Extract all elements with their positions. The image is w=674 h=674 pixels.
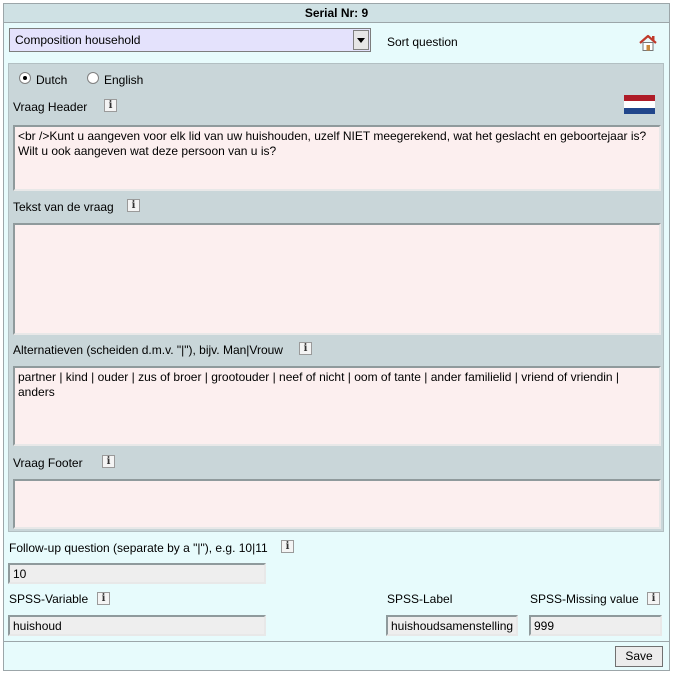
info-icon[interactable]: i [281, 540, 294, 553]
spss-label-input[interactable]: huishoudsamenstelling [386, 615, 518, 636]
question-select[interactable] [9, 28, 371, 52]
tekst-van-de-vraag-textarea[interactable] [13, 223, 661, 335]
spss-label-label: SPSS-Label [387, 592, 453, 606]
spss-missing-input[interactable]: 999 [529, 615, 662, 636]
vraag-header-label: Vraag Header [13, 100, 88, 114]
info-icon[interactable]: i [299, 342, 312, 355]
vraag-footer-label: Vraag Footer [13, 456, 83, 470]
question-select-value: Composition household [15, 33, 141, 47]
vraag-header-textarea[interactable]: <br />Kunt u aangeven voor elk lid van uw huishouden, uzelf NIET meegerekend, wat het geslacht en geboortejaar is? Wilt u ook aangeven wat deze persoon van u is? [13, 125, 661, 191]
info-icon[interactable]: i [102, 455, 115, 468]
follow-up-input[interactable]: 10 [8, 563, 266, 584]
tekst-van-de-vraag-label: Tekst van de vraag [13, 200, 114, 214]
radio-english[interactable] [87, 72, 99, 84]
follow-up-label: Follow-up question (separate by a "|"), e.g. 10|11 [9, 541, 268, 555]
spss-missing-label: SPSS-Missing value [530, 592, 639, 606]
info-icon[interactable]: i [97, 592, 110, 605]
alternatieven-label: Alternatieven (scheiden d.m.v. "|"), bijv. Man|Vrouw [13, 343, 283, 357]
info-icon[interactable]: i [647, 592, 660, 605]
alternatieven-textarea[interactable]: partner | kind | ouder | zus of broer | grootouder | neef of nicht | oom of tante | ander familielid | vriend of vriendin | anders [13, 366, 661, 446]
serial-title-bar [4, 4, 669, 23]
vraag-footer-textarea[interactable] [13, 479, 661, 529]
radio-dutch[interactable] [19, 72, 31, 84]
info-icon[interactable]: i [127, 199, 140, 212]
save-button[interactable]: Save [615, 646, 663, 667]
serial-number: Serial Nr: 9 [304, 6, 369, 20]
sort-question-link[interactable]: Sort question [387, 35, 458, 49]
netherlands-flag-icon [624, 95, 655, 114]
home-icon[interactable] [637, 32, 659, 54]
radio-dutch-label: Dutch [36, 73, 68, 87]
language-content-panel [8, 63, 664, 532]
chevron-down-icon[interactable] [353, 30, 369, 50]
info-icon[interactable]: i [104, 99, 117, 112]
spss-variable-input[interactable]: huishoud [8, 615, 266, 636]
spss-variable-label: SPSS-Variable [9, 592, 89, 606]
question-editor-panel [3, 3, 670, 671]
footer-bar [4, 641, 669, 670]
radio-english-label: English [104, 73, 144, 87]
